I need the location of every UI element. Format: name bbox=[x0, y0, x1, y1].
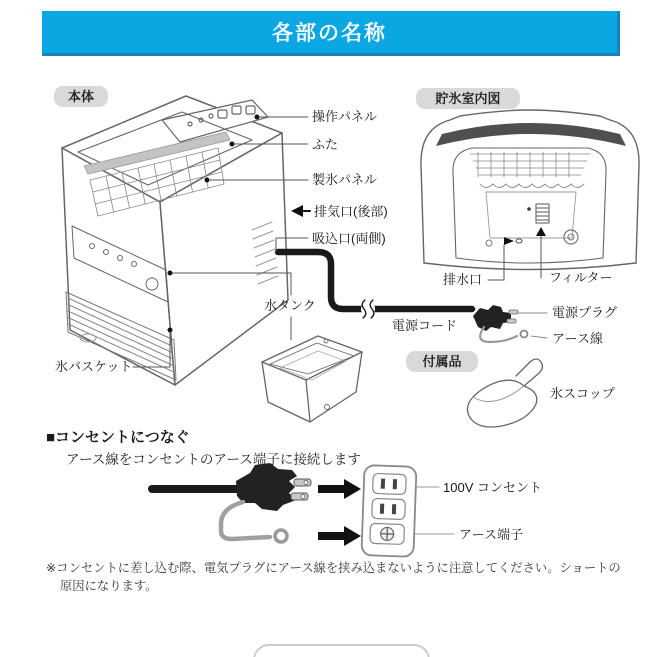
arrow-to-earth bbox=[318, 526, 361, 546]
evaporator-grid bbox=[470, 152, 590, 177]
label-ice-scoop: 氷スコップ bbox=[550, 386, 615, 401]
note-line-2: 原因になります。 bbox=[60, 579, 158, 593]
label-lid: ふた bbox=[312, 137, 339, 152]
label-intake: 吸込口(両側) bbox=[312, 231, 386, 246]
label-power-plug: 電源プラグ bbox=[552, 305, 618, 320]
accessories-badge: 付属品 bbox=[406, 351, 478, 372]
ice-scoop-illustration bbox=[467, 359, 542, 427]
label-earth-wire: アース線 bbox=[552, 331, 603, 346]
storage-room-badge: 貯氷室内図 bbox=[416, 88, 520, 109]
open-lid-band bbox=[436, 123, 626, 146]
water-tank-illustration bbox=[262, 336, 362, 422]
label-outlet-100v: 100V コンセント bbox=[443, 480, 542, 495]
next-section-box-partial bbox=[253, 644, 430, 657]
label-operation-panel: 操作パネル bbox=[312, 109, 378, 124]
label-ice-basket: 氷バスケット bbox=[55, 359, 133, 374]
outlet-illustration bbox=[361, 465, 416, 557]
connect-plug-illustration bbox=[152, 463, 361, 546]
arrow-to-outlet bbox=[318, 479, 361, 499]
connect-section-heading: ■コンセントにつなぐ bbox=[46, 429, 190, 446]
main-unit-badge: 本体 bbox=[54, 86, 108, 107]
filter-drawing bbox=[527, 204, 549, 223]
power-plug-drawing bbox=[473, 305, 518, 331]
label-power-cord: 電源コード bbox=[392, 318, 458, 333]
ring-terminal-drawing bbox=[275, 530, 287, 542]
label-water-tank: 水タンク bbox=[264, 298, 316, 313]
note-line-1: ※コンセントに差し込む際、電気プラグにアース線を挟み込まないように注意してください。ショートの bbox=[46, 561, 621, 575]
storage-room-illustration bbox=[421, 110, 639, 270]
page-title: 各部の名称 bbox=[42, 11, 620, 56]
drain-drawing bbox=[516, 239, 522, 243]
label-filter: フィルター bbox=[549, 270, 613, 285]
connect-section-description: アース線をコンセントのアース端子に接続します bbox=[66, 452, 361, 467]
main-unit-illustration bbox=[62, 96, 288, 385]
label-ice-panel: 製氷パネル bbox=[312, 172, 378, 187]
label-drain: 排水口 bbox=[443, 272, 483, 287]
label-exhaust-rear: 排気口(後部) bbox=[314, 204, 388, 219]
label-earth-terminal: アース端子 bbox=[459, 527, 523, 542]
